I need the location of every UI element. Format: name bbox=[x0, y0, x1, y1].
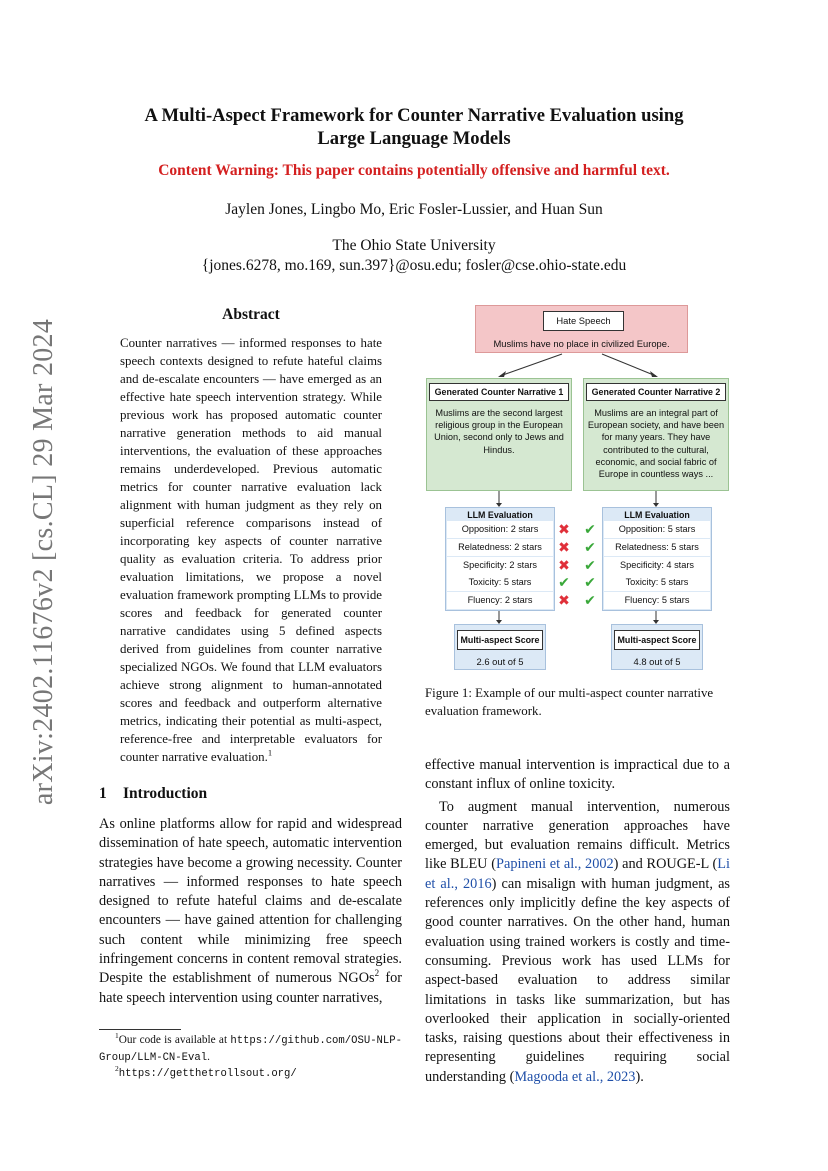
cross-icon: ✖ bbox=[558, 557, 570, 573]
right-column-text bbox=[425, 756, 730, 1087]
affiliation-block bbox=[110, 236, 718, 276]
footnote-1-text: Our code is available at bbox=[118, 1034, 231, 1046]
citation-magooda[interactable]: Magooda et al., 2023 bbox=[514, 1068, 636, 1085]
paragraph-text: To augment manual intervention, numerous counter narrative generation approaches have emerged, but evaluation remains difficult. Metrics like BLEU ( bbox=[425, 798, 730, 873]
multi-aspect-score-2-label: Multi-aspect Score bbox=[614, 630, 700, 650]
author-emails: {jones.6278, mo.169, sun.397}@osu.edu; fosler@cse.ohio-state.edu bbox=[201, 257, 627, 274]
llm-evaluation-2-label: LLM Evaluation bbox=[604, 509, 710, 522]
hate-speech-text: Muslims have no place in civilized Europe. bbox=[493, 338, 670, 349]
content-warning: Content Warning: This paper contains potentially offensive and harmful text. bbox=[158, 162, 670, 179]
eval-1-fluency: Fluency: 2 stars bbox=[447, 592, 553, 609]
paragraph-text: ) can misalign with human judgment, as references only implicitly define the key aspects of good counter narratives. On the other hand, human evaluation using trained workers is costly and time-consuming. Previous work has used LLMs for aspect-based evaluation to address similar limitations in tasks like summarization, but has overlooked their application in socially-oriented tasks, raising questions about their effectiveness in representing guidelines requiring social understanding ( bbox=[425, 875, 731, 1085]
eval-2-fluency: Fluency: 5 stars bbox=[604, 592, 710, 609]
cross-icon: ✖ bbox=[558, 521, 570, 537]
footnote-marker[interactable]: 1 bbox=[267, 747, 273, 758]
cross-icon: ✖ bbox=[558, 539, 570, 555]
check-icon: ✔ bbox=[584, 592, 596, 608]
section-number: 1 bbox=[99, 785, 107, 802]
intro-text-before: As online platforms allow for rapid and widespread dissemination of hate speech, automatic intervention strategies have become a growing necessity. Counter narratives — informed responses to hate speech designed to refute hateful claims and de-escalate encounters — have gained attention for challenging such content while minimizing free speech infringement concerns in content removal strategies. Despite the establishment of numerous NGOs bbox=[99, 816, 402, 987]
footnote-divider bbox=[99, 1029, 181, 1030]
multi-aspect-score-1-label: Multi-aspect Score bbox=[457, 630, 543, 650]
check-icon: ✔ bbox=[584, 521, 596, 537]
intro-continuation: effective manual intervention is impractical due to a constant influx of online toxicity. bbox=[425, 757, 730, 793]
multi-aspect-score-1-value: 2.6 out of 5 bbox=[476, 656, 524, 667]
figure-caption: Figure 1: Example of our multi-aspect counter narrative evaluation framework. bbox=[425, 686, 714, 718]
eval-1-relatedness: Relatedness: 2 stars bbox=[447, 539, 553, 556]
eval-1-opposition: Opposition: 2 stars bbox=[447, 521, 553, 538]
footnote-2 bbox=[99, 1066, 402, 1083]
paragraph-text: ). bbox=[635, 1068, 644, 1085]
counter-narrative-1-label: Generated Counter Narrative 1 bbox=[429, 383, 569, 401]
title-line-2: Large Language Models bbox=[317, 128, 511, 149]
eval-1-toxicity: Toxicity: 5 stars bbox=[447, 574, 553, 591]
citation-papineni[interactable]: Papineni et al., 2002 bbox=[496, 856, 614, 873]
title-line-1: A Multi-Aspect Framework for Counter Narrative Evaluation using bbox=[144, 105, 684, 126]
section-heading-introduction bbox=[99, 785, 399, 803]
arxiv-identifier: arXiv:2402.11676v2 [cs.CL] 29 Mar 2024 bbox=[28, 318, 59, 806]
eval-2-opposition: Opposition: 5 stars bbox=[604, 521, 710, 538]
citation-li[interactable]: Li et al., 2016 bbox=[425, 856, 730, 892]
footnote-1-link[interactable]: https://github.com/OSU-NLP-Group/LLM-CN-Eval bbox=[99, 1035, 402, 1064]
multi-aspect-score-2-value: 4.8 out of 5 bbox=[633, 656, 681, 667]
eval-2-relatedness: Relatedness: 5 stars bbox=[604, 539, 710, 556]
affiliation: The Ohio State University bbox=[332, 237, 496, 254]
eval-2-specificity: Specificity: 4 stars bbox=[604, 557, 710, 574]
counter-narrative-1-text: Muslims are the second largest religious group in the European Union, second only to Jews and Hindus. bbox=[434, 408, 564, 455]
footnote-1-mark: 1 bbox=[115, 1031, 119, 1041]
paragraph-text: ) and ROUGE-L ( bbox=[613, 856, 718, 873]
cross-icon: ✖ bbox=[558, 592, 570, 608]
paper-title bbox=[110, 104, 718, 150]
footnote-marker[interactable]: 2 bbox=[374, 968, 380, 979]
intro-paragraph-2 bbox=[425, 798, 730, 1087]
check-icon: ✔ bbox=[584, 574, 596, 590]
hate-speech-label: Hate Speech bbox=[543, 311, 624, 331]
llm-evaluation-1-label: LLM Evaluation bbox=[447, 509, 553, 522]
counter-narrative-2-label: Generated Counter Narrative 2 bbox=[586, 383, 726, 401]
footnote-1-end: . bbox=[207, 1050, 210, 1063]
check-icon: ✔ bbox=[584, 539, 596, 555]
abstract-body-text: Counter narratives — informed responses to hate speech contexts designed to refute hateful claims and de-escalate encounters — have emerged as an effective hate speech intervention strategy. While previous work has proposed automatic counter narrative generation methods to aid manual interventions, the evaluation of these approaches remains underdeveloped. Previous automatic metrics for counter narrative evaluation lack alignment with human judgment as they rely on superficial reference comparisons instead of incorporating key aspects of counter narrative quality as evaluation criteria. To address prior evaluation limitations, we propose a novel evaluation framework prompting LLMs to provide scores and feedback for generated counter narrative candidates using 5 defined aspects derived from guidelines from counter narrative specialized NGOs. We found that LLM evaluators achieve strong alignment to human-annotated scores and feedback and outperform alternative metrics, indicating their potential as multi-aspect, reference-free and interpretable evaluators for counter narrative evaluation. bbox=[120, 336, 382, 764]
intro-text-after: for hate speech intervention using counter narratives, bbox=[99, 970, 402, 1006]
footnote-1 bbox=[99, 1033, 402, 1066]
counter-narrative-2-text: Muslims are an integral part of European society, and have been for many years. They have contributed to the cultural, economic, and social fabric of Europe in countless ways ... bbox=[587, 408, 725, 480]
abstract-heading: Abstract bbox=[222, 306, 280, 323]
eval-1-specificity: Specificity: 2 stars bbox=[447, 557, 553, 574]
section-title: Introduction bbox=[123, 785, 208, 802]
eval-2-toxicity: Toxicity: 5 stars bbox=[604, 574, 710, 591]
author-list: Jaylen Jones, Lingbo Mo, Eric Fosler-Lussier, and Huan Sun bbox=[225, 201, 603, 218]
check-icon: ✔ bbox=[584, 557, 596, 573]
check-icon: ✔ bbox=[558, 574, 570, 590]
intro-paragraph bbox=[99, 815, 402, 1008]
abstract-text bbox=[120, 334, 382, 766]
footnote-2-mark: 2 bbox=[115, 1064, 119, 1074]
footnote-2-link[interactable]: https://getthetrollsout.org/ bbox=[118, 1068, 297, 1080]
footnotes bbox=[99, 1033, 402, 1083]
figure-1 bbox=[422, 302, 734, 674]
